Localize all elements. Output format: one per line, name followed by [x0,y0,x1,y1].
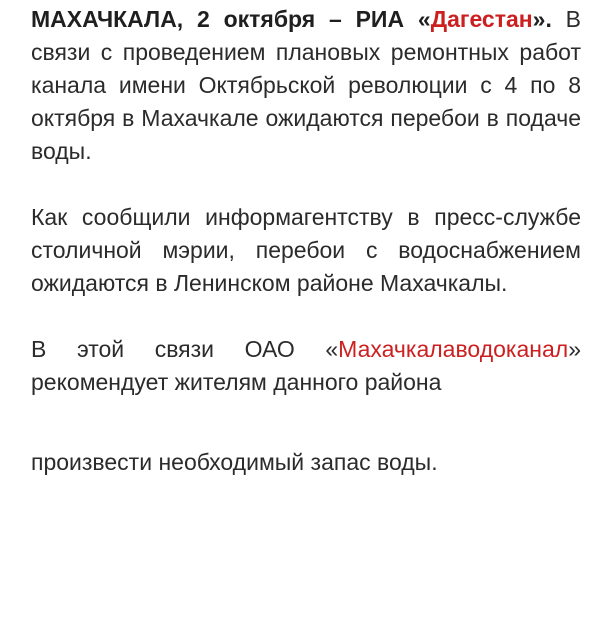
lead-text: В связи с проведением плановых ремонтных работ канала имени Октябрьской революции с 4 по 8 октября в Махачкале ожидаются перебои в подаче воды. [31,6,582,164]
paragraph-text: Как сообщили информагентству в пресс-службе столичной мэрии, перебои с водоснабжением ожидаются в Ленинском районе Махачкалы. [31,204,581,296]
paragraph-text-before: В этой связи ОАО « [31,336,339,362]
lead-paragraph [31,0,581,168]
close-quote: ». [532,6,552,32]
dateline: МАХАЧКАЛА, 2 октября – РИА [31,6,405,32]
company-link[interactable]: Махачкалаводоканал [338,336,569,362]
paragraph-text: произвести необходимый запас воды. [31,449,438,475]
paragraph-text-after: » рекомендует жителям данного района [31,336,581,395]
paragraph-press-service [31,201,581,300]
paragraph-final [31,446,581,479]
agency-link[interactable]: Дагестан [430,6,533,32]
open-quote: « [417,6,431,32]
paragraph-recommendation [31,333,581,399]
article-body [31,0,581,479]
